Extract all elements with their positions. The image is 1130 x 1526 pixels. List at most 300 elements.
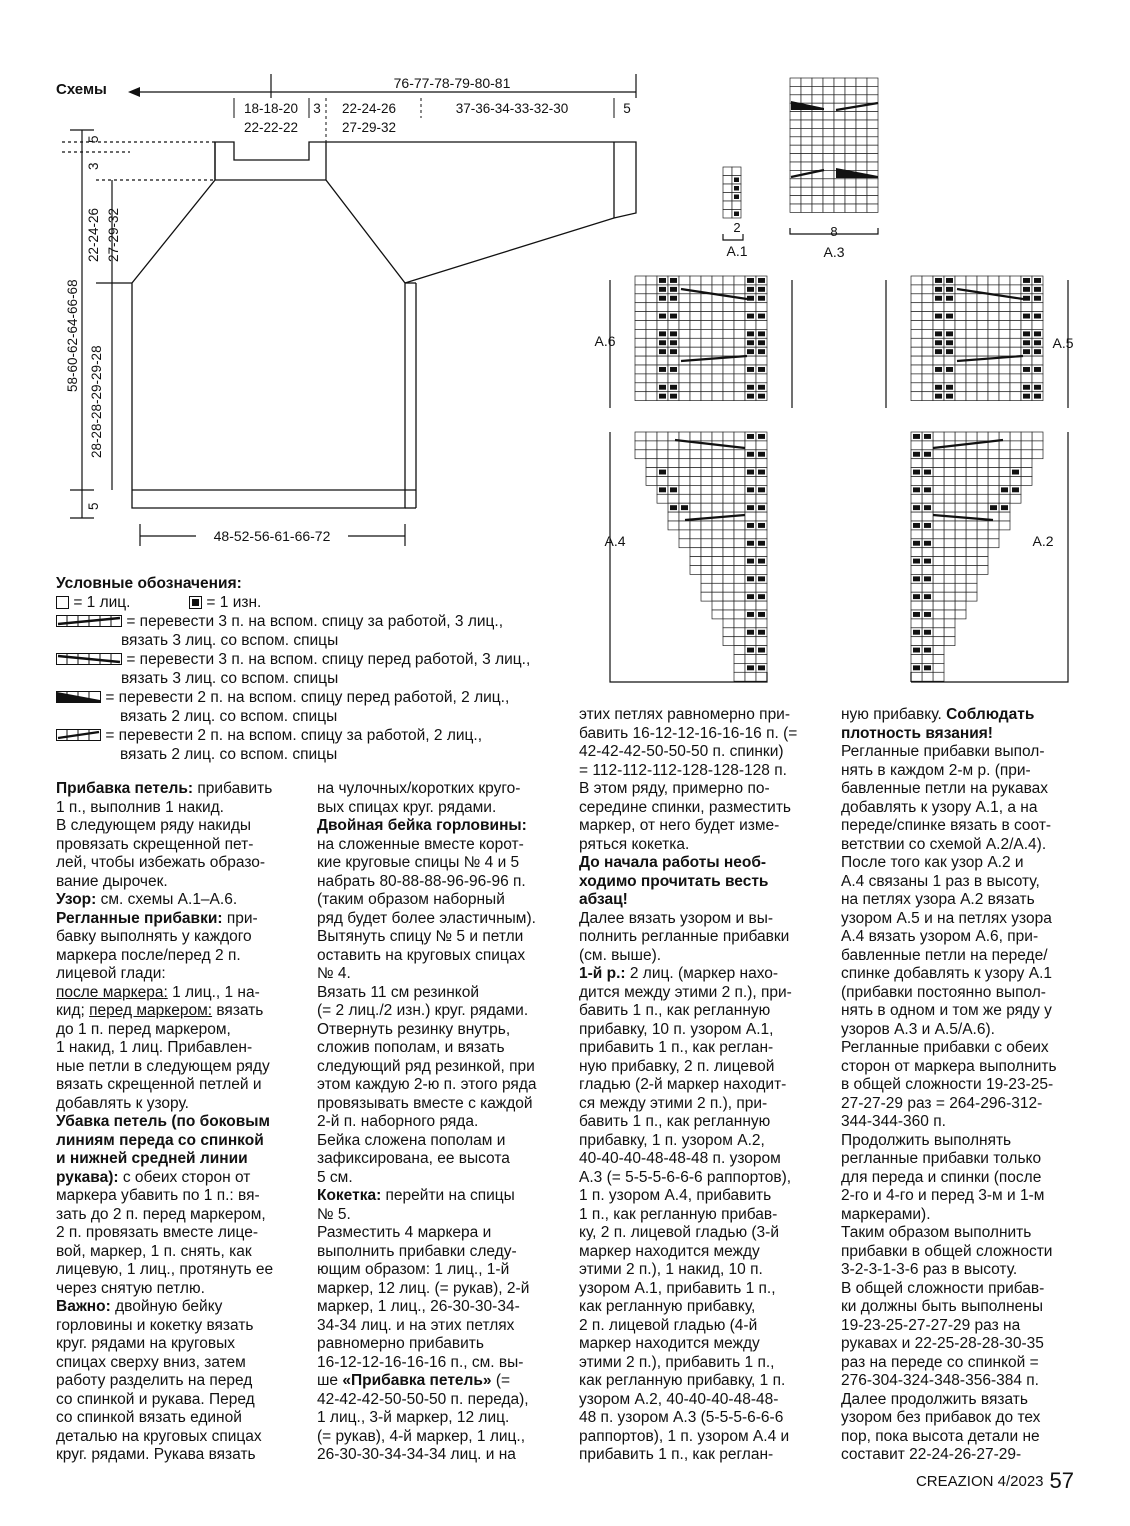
chart-purl-mark <box>946 331 953 336</box>
chart-purl-mark <box>1034 349 1041 354</box>
c4-l28: маркерами). <box>841 1205 931 1223</box>
chart-cell <box>679 530 690 539</box>
chart-purl-mark <box>734 178 739 183</box>
chart-cell <box>823 137 834 145</box>
chart-cell <box>745 477 756 486</box>
chart-cell <box>646 459 657 468</box>
chart-cell <box>933 548 944 557</box>
c4-l2: плотность вязания! <box>841 724 993 742</box>
c2-l37: 26-30-30-34-34-34 лиц. и на <box>317 1446 516 1463</box>
chart-cell <box>1021 303 1032 312</box>
chart-a2-label: A.2 <box>1032 533 1054 549</box>
c1-l35: со спинкой вязать единой <box>56 1409 242 1426</box>
chart-cell <box>966 566 977 575</box>
chart-cell <box>679 329 690 338</box>
chart-cell <box>712 374 723 383</box>
chart-cell <box>988 329 999 338</box>
chart-cell <box>701 557 712 566</box>
chart-cell <box>834 86 845 94</box>
chart-cell <box>922 512 933 521</box>
c4-l1b: Соблюдать <box>946 706 1035 723</box>
chart-cell <box>944 356 955 365</box>
chart-cell <box>646 356 657 365</box>
chart-cell <box>712 383 723 392</box>
chart-purl-mark <box>758 470 765 475</box>
chart-cell <box>955 566 966 575</box>
chart-cell <box>723 494 734 503</box>
chart-cell <box>911 637 922 646</box>
chart-cell <box>823 204 834 212</box>
chart-cell <box>966 312 977 321</box>
c1-l12u: после маркера: <box>56 983 168 1001</box>
c2-l19: 2-й п. наборного ряда. <box>317 1113 479 1130</box>
legend-purl: = 1 изн. <box>206 594 262 611</box>
c3-l8: ряться кокетка. <box>579 835 690 853</box>
chart-cell <box>701 294 712 303</box>
chart-cell <box>867 179 878 187</box>
chart-cell <box>723 485 734 494</box>
chart-cell <box>955 548 966 557</box>
chart-purl-mark <box>913 665 920 670</box>
chart-purl-mark <box>670 340 677 345</box>
chart-cell <box>944 521 955 530</box>
chart-cell <box>922 374 933 383</box>
c2-l20: Бейка сложена пополам и <box>317 1131 506 1149</box>
chart-cell <box>668 450 679 459</box>
dim-sleeve-top: 37-36-34-33-32-30 <box>455 101 569 116</box>
chart-cell <box>977 548 988 557</box>
chart-cell <box>712 574 723 583</box>
chart-cell <box>679 392 690 401</box>
c2-l14: Отвернуть резинку внутрь, <box>317 1020 511 1038</box>
chart-cell <box>723 637 734 646</box>
chart-cell <box>745 530 756 539</box>
chart-cell <box>734 539 745 548</box>
c2-l16: следующий ряд резинкой, при <box>317 1057 535 1075</box>
chart-cell <box>933 530 944 539</box>
c3-l3: 42-42-42-50-50-50 п. спинки) <box>579 743 784 760</box>
chart-cell <box>999 285 1010 294</box>
chart-cell <box>723 285 734 294</box>
chart-cell <box>834 187 845 195</box>
chart-cell <box>988 347 999 356</box>
chart-cell <box>734 485 745 494</box>
chart-cell <box>690 494 701 503</box>
chart-cell <box>955 503 966 512</box>
chart-cell <box>723 201 732 210</box>
c4-l8: ветствии со схемой А.2/А.4). <box>841 835 1047 853</box>
chart-cell <box>845 95 856 103</box>
c4-l36: раз на переде со спинкой = <box>841 1353 1039 1371</box>
chart-cell <box>988 321 999 330</box>
chart-cell <box>922 477 933 486</box>
c3-l1: этих петлях равномерно при- <box>579 706 791 723</box>
c1-head-increase: Прибавка петель: <box>56 780 194 797</box>
dim-yoke-h2: 27-29-32 <box>106 207 121 262</box>
chart-cell <box>712 303 723 312</box>
chart-cell <box>723 312 734 321</box>
c2-l1: на чулочных/коротких круго- <box>317 780 521 797</box>
chart-cell <box>734 574 745 583</box>
chart-cell <box>966 477 977 486</box>
chart-cell <box>635 303 646 312</box>
chart-cell <box>1021 459 1032 468</box>
c2-l6: набрать 80-88-88-96-96-96 п. <box>317 872 526 890</box>
c4-l4: нять в каждом 2-м р. (при- <box>841 761 1031 779</box>
chart-purl-mark <box>1023 340 1030 345</box>
chart-cell <box>734 601 745 610</box>
chart-purl-mark <box>913 594 920 599</box>
legend-knit: = 1 лиц. <box>73 594 131 611</box>
chart-cell <box>933 566 944 575</box>
chart-cell <box>701 329 712 338</box>
chart-cell <box>701 383 712 392</box>
chart-a3-count: 8 <box>830 224 838 239</box>
chart-purl-mark <box>1034 394 1041 399</box>
chart-cell <box>756 477 767 486</box>
c3-l31: этими 2 п.), 1 накид, 10 п. <box>579 1261 763 1278</box>
chart-cell <box>955 610 966 619</box>
chart-cell <box>966 583 977 592</box>
chart-cell <box>657 432 668 441</box>
c3-l12: Далее вязать узором и вы- <box>579 909 774 927</box>
chart-cell <box>944 574 955 583</box>
chart-cell <box>1032 303 1043 312</box>
chart-cell <box>966 329 977 338</box>
chart-cell <box>977 539 988 548</box>
chart-purl-mark <box>1023 349 1030 354</box>
chart-cell <box>734 494 745 503</box>
chart-cell <box>690 338 701 347</box>
c2-l31: равномерно прибавить <box>317 1335 484 1352</box>
chart-cell <box>867 162 878 170</box>
chart-a6 <box>610 276 792 408</box>
chart-cell <box>911 312 922 321</box>
chart-cell <box>812 204 823 212</box>
chart-cell <box>966 432 977 441</box>
chart-cell <box>933 574 944 583</box>
chart-cell <box>635 392 646 401</box>
chart-cell <box>845 112 856 120</box>
chart-purl-mark <box>924 630 931 635</box>
dim-shoulder2: 27-29-32 <box>341 120 397 135</box>
chart-cell <box>701 592 712 601</box>
chart-cell <box>690 477 701 486</box>
chart-purl-mark <box>913 541 920 546</box>
chart-cell <box>646 477 657 486</box>
c3-l35: маркер находится между <box>579 1335 760 1352</box>
chart-cell <box>845 128 856 136</box>
chart-cell <box>745 619 756 628</box>
chart-cell <box>745 672 756 681</box>
chart-cell <box>635 312 646 321</box>
chart-cell <box>823 120 834 128</box>
chart-purl-mark <box>1023 385 1030 390</box>
chart-cell <box>756 583 767 592</box>
chart-cell <box>845 204 856 212</box>
chart-purl-mark <box>670 331 677 336</box>
chart-cell <box>911 459 922 468</box>
c3-l4: = 112-112-112-128-128-128 п. <box>579 761 787 779</box>
chart-purl-mark <box>758 576 765 581</box>
chart-cell <box>723 276 734 285</box>
chart-cell <box>999 459 1010 468</box>
c3-l10: ходимо прочитать весть <box>579 872 769 890</box>
chart-purl-mark <box>670 296 677 301</box>
chart-purl-mark <box>935 287 942 292</box>
chart-cell <box>690 303 701 312</box>
chart-cell <box>944 539 955 548</box>
chart-cell <box>933 503 944 512</box>
chart-cell <box>723 432 734 441</box>
chart-cell <box>845 78 856 86</box>
chart-cell <box>977 450 988 459</box>
chart-cell <box>745 459 756 468</box>
chart-cell <box>988 338 999 347</box>
legend-row-c3f <box>56 650 596 669</box>
chart-cell <box>988 285 999 294</box>
chart-purl-mark <box>924 594 931 599</box>
chart-cell <box>657 356 668 365</box>
chart-cell <box>977 374 988 383</box>
chart-cell <box>701 468 712 477</box>
c4-l31: 3-2-3-1-3-6 раз в высоту. <box>841 1261 1018 1278</box>
c1-l26: вой, маркер, 1 п. снять, как <box>56 1242 252 1260</box>
chart-purl-mark <box>1034 340 1041 345</box>
chart-cell <box>1021 441 1032 450</box>
c1-l1: прибавить <box>193 780 273 797</box>
chart-cell <box>988 450 999 459</box>
chart-cell <box>723 521 734 530</box>
chart-a3-label: A.3 <box>823 244 845 260</box>
chart-cell <box>966 392 977 401</box>
chart-purl-mark <box>747 505 754 510</box>
chart-cell <box>911 347 922 356</box>
c3-l18: прибавку, 10 п. узором А.1, <box>579 1020 774 1038</box>
chart-purl-mark <box>758 452 765 457</box>
c3-l41: прибавить 1 п., как реглан- <box>579 1446 774 1463</box>
chart-cell <box>922 294 933 303</box>
chart-cell <box>999 347 1010 356</box>
chart-cell <box>933 539 944 548</box>
chart-cell <box>646 347 657 356</box>
chart-purl-mark <box>670 314 677 319</box>
chart-cell <box>1010 276 1021 285</box>
chart-cell <box>856 86 867 94</box>
chart-cell <box>834 154 845 162</box>
chart-cell <box>732 201 741 210</box>
chart-cell <box>1021 356 1032 365</box>
c4-l9: После того как узор А.2 и <box>841 854 1024 871</box>
chart-cell <box>922 494 933 503</box>
c1-l33: работу разделить на перед <box>56 1372 253 1389</box>
c2-l7: (таким образом наборный <box>317 891 505 908</box>
chart-cell <box>933 663 944 672</box>
c2-l33b: «Прибавка петель» <box>342 1372 492 1389</box>
c4-l14: бавленные петли на переде/ <box>841 946 1048 964</box>
chart-cell <box>856 120 867 128</box>
chart-purl-mark <box>1023 278 1030 283</box>
chart-cell <box>745 303 756 312</box>
c1-l12: 1 лиц., 1 на- <box>167 983 260 1001</box>
c3-l20: ную прибавку, 2 п. лицевой <box>579 1057 775 1075</box>
chart-cell <box>812 187 823 195</box>
legend-c3f-1: = перевести 3 п. на вспом. спицу перед работой, 3 лиц., <box>126 651 531 668</box>
c1-l7: см. схемы А.1–А.6. <box>96 891 238 908</box>
chart-purl-mark <box>758 385 765 390</box>
chart-cell <box>1010 432 1021 441</box>
chart-cell <box>1021 450 1032 459</box>
chart-cell <box>944 374 955 383</box>
chart-cell <box>834 128 845 136</box>
chart-cell <box>723 450 734 459</box>
chart-cell <box>977 432 988 441</box>
chart-cell <box>801 120 812 128</box>
c1-l37: круг. рядами. Рукава вязать <box>56 1446 256 1463</box>
chart-cell <box>856 128 867 136</box>
c1-l9: бавку выполнять у каждого <box>56 928 252 945</box>
chart-cell <box>690 521 701 530</box>
chart-cell <box>955 329 966 338</box>
chart-cell <box>801 145 812 153</box>
legend-row-c2f <box>56 688 596 707</box>
c4-l24: Продолжить выполнять <box>841 1131 1012 1149</box>
chart-cell <box>966 338 977 347</box>
chart-cell <box>646 432 657 441</box>
chart-cell <box>823 170 834 178</box>
c1-l23: маркера убавить по 1 п.: вя- <box>56 1187 260 1204</box>
chart-cell <box>701 574 712 583</box>
chart-cell <box>1010 441 1021 450</box>
chart-cell <box>999 312 1010 321</box>
chart-cell <box>712 485 723 494</box>
c3-l32: узором А.1, прибавить 1 п., <box>579 1279 776 1297</box>
c1-l18: добавлять к узору. <box>56 1094 189 1112</box>
chart-cell <box>679 365 690 374</box>
c2-l22: 5 см. <box>317 1168 353 1186</box>
chart-cell <box>646 294 657 303</box>
chart-cell <box>745 548 756 557</box>
chart-cell <box>701 312 712 321</box>
chart-purl-mark <box>670 385 677 390</box>
chart-cell <box>801 128 812 136</box>
c1-l2: 1 п., выполнив 1 накид. <box>56 798 224 816</box>
chart-cell <box>856 95 867 103</box>
chart-cell <box>723 503 734 512</box>
chart-purl-mark <box>758 487 765 492</box>
chart-cell <box>712 477 723 486</box>
chart-cell <box>812 112 823 120</box>
chart-cell <box>668 521 679 530</box>
chart-cell <box>867 196 878 204</box>
chart-cell <box>911 329 922 338</box>
chart-cell <box>966 530 977 539</box>
chart-purl-mark <box>924 612 931 617</box>
chart-purl-mark <box>747 523 754 528</box>
chart-cell <box>955 392 966 401</box>
chart-cell <box>999 321 1010 330</box>
purl-symbol-icon <box>189 596 202 609</box>
chart-cell <box>834 179 845 187</box>
chart-cell <box>801 78 812 86</box>
c4-l23: 344-344-360 п. <box>841 1113 946 1130</box>
chart-cell <box>911 672 922 681</box>
chart-purl-mark <box>758 541 765 546</box>
chart-purl-mark <box>913 630 920 635</box>
text-column-4 <box>841 706 1081 1465</box>
chart-cell <box>911 530 922 539</box>
c4-l15: спинке добавлять к узору А.1 <box>841 965 1053 982</box>
chart-purl-mark <box>659 385 666 390</box>
c2-head-yoke: Кокетка: <box>317 1187 382 1204</box>
chart-cell <box>701 303 712 312</box>
chart-cell <box>712 521 723 530</box>
chart-cell <box>922 312 933 321</box>
chart-purl-mark <box>734 212 739 217</box>
chart-cell <box>966 539 977 548</box>
chart-cell <box>723 176 732 185</box>
chart-cell <box>635 347 646 356</box>
chart-cell <box>922 329 933 338</box>
chart-cell <box>966 468 977 477</box>
chart-cell <box>922 530 933 539</box>
chart-cell <box>944 503 955 512</box>
chart-cell <box>801 137 812 145</box>
legend-c2f-2: вязать 2 лиц. со вспом. спицы <box>120 708 338 725</box>
chart-cell <box>966 574 977 583</box>
c3-l6: середине спинки, разместить <box>579 798 792 816</box>
chart-cell <box>977 566 988 575</box>
text-column-1 <box>56 780 296 1465</box>
chart-cell <box>712 329 723 338</box>
chart-cell <box>966 450 977 459</box>
chart-cell <box>977 303 988 312</box>
chart-cell <box>790 128 801 136</box>
chart-cell <box>723 184 732 193</box>
chart-cell <box>734 276 745 285</box>
chart-cell <box>690 312 701 321</box>
chart-cell <box>955 365 966 374</box>
chart-cell <box>734 619 745 628</box>
chart-cell <box>734 583 745 592</box>
chart-cell <box>701 356 712 365</box>
c2-l5: кие круговые спицы № 4 и 5 <box>317 854 520 871</box>
chart-cell <box>712 459 723 468</box>
c1-head-raglan: Регланные прибавки: <box>56 909 223 927</box>
c4-l19: Регланные прибавки с обеих <box>841 1039 1049 1056</box>
chart-purl-mark <box>747 367 754 372</box>
c4-l7: переде/спинке вязать в соот- <box>841 817 1052 834</box>
chart-cell <box>635 329 646 338</box>
chart-cell <box>933 646 944 655</box>
chart-cell <box>1010 494 1021 503</box>
chart-purl-mark <box>659 340 666 345</box>
chart-cell <box>635 365 646 374</box>
c4-l22: 27-27-29 раз = 264-296-312- <box>841 1094 1043 1112</box>
chart-cell <box>933 672 944 681</box>
chart-purl-mark <box>659 394 666 399</box>
chart-cell <box>1010 321 1021 330</box>
chart-cell <box>679 539 690 548</box>
chart-cell <box>933 557 944 566</box>
chart-cell <box>690 539 701 548</box>
chart-cell <box>1010 303 1021 312</box>
c1-l5: лей, чтобы избежать образо- <box>56 854 266 871</box>
chart-cell <box>668 459 679 468</box>
c2-l32: 16-12-12-16-16-16 п., см. вы- <box>317 1353 524 1371</box>
c2-l27: ющим образом: 1 лиц., 1-й <box>317 1261 510 1278</box>
chart-purl-mark <box>758 523 765 528</box>
